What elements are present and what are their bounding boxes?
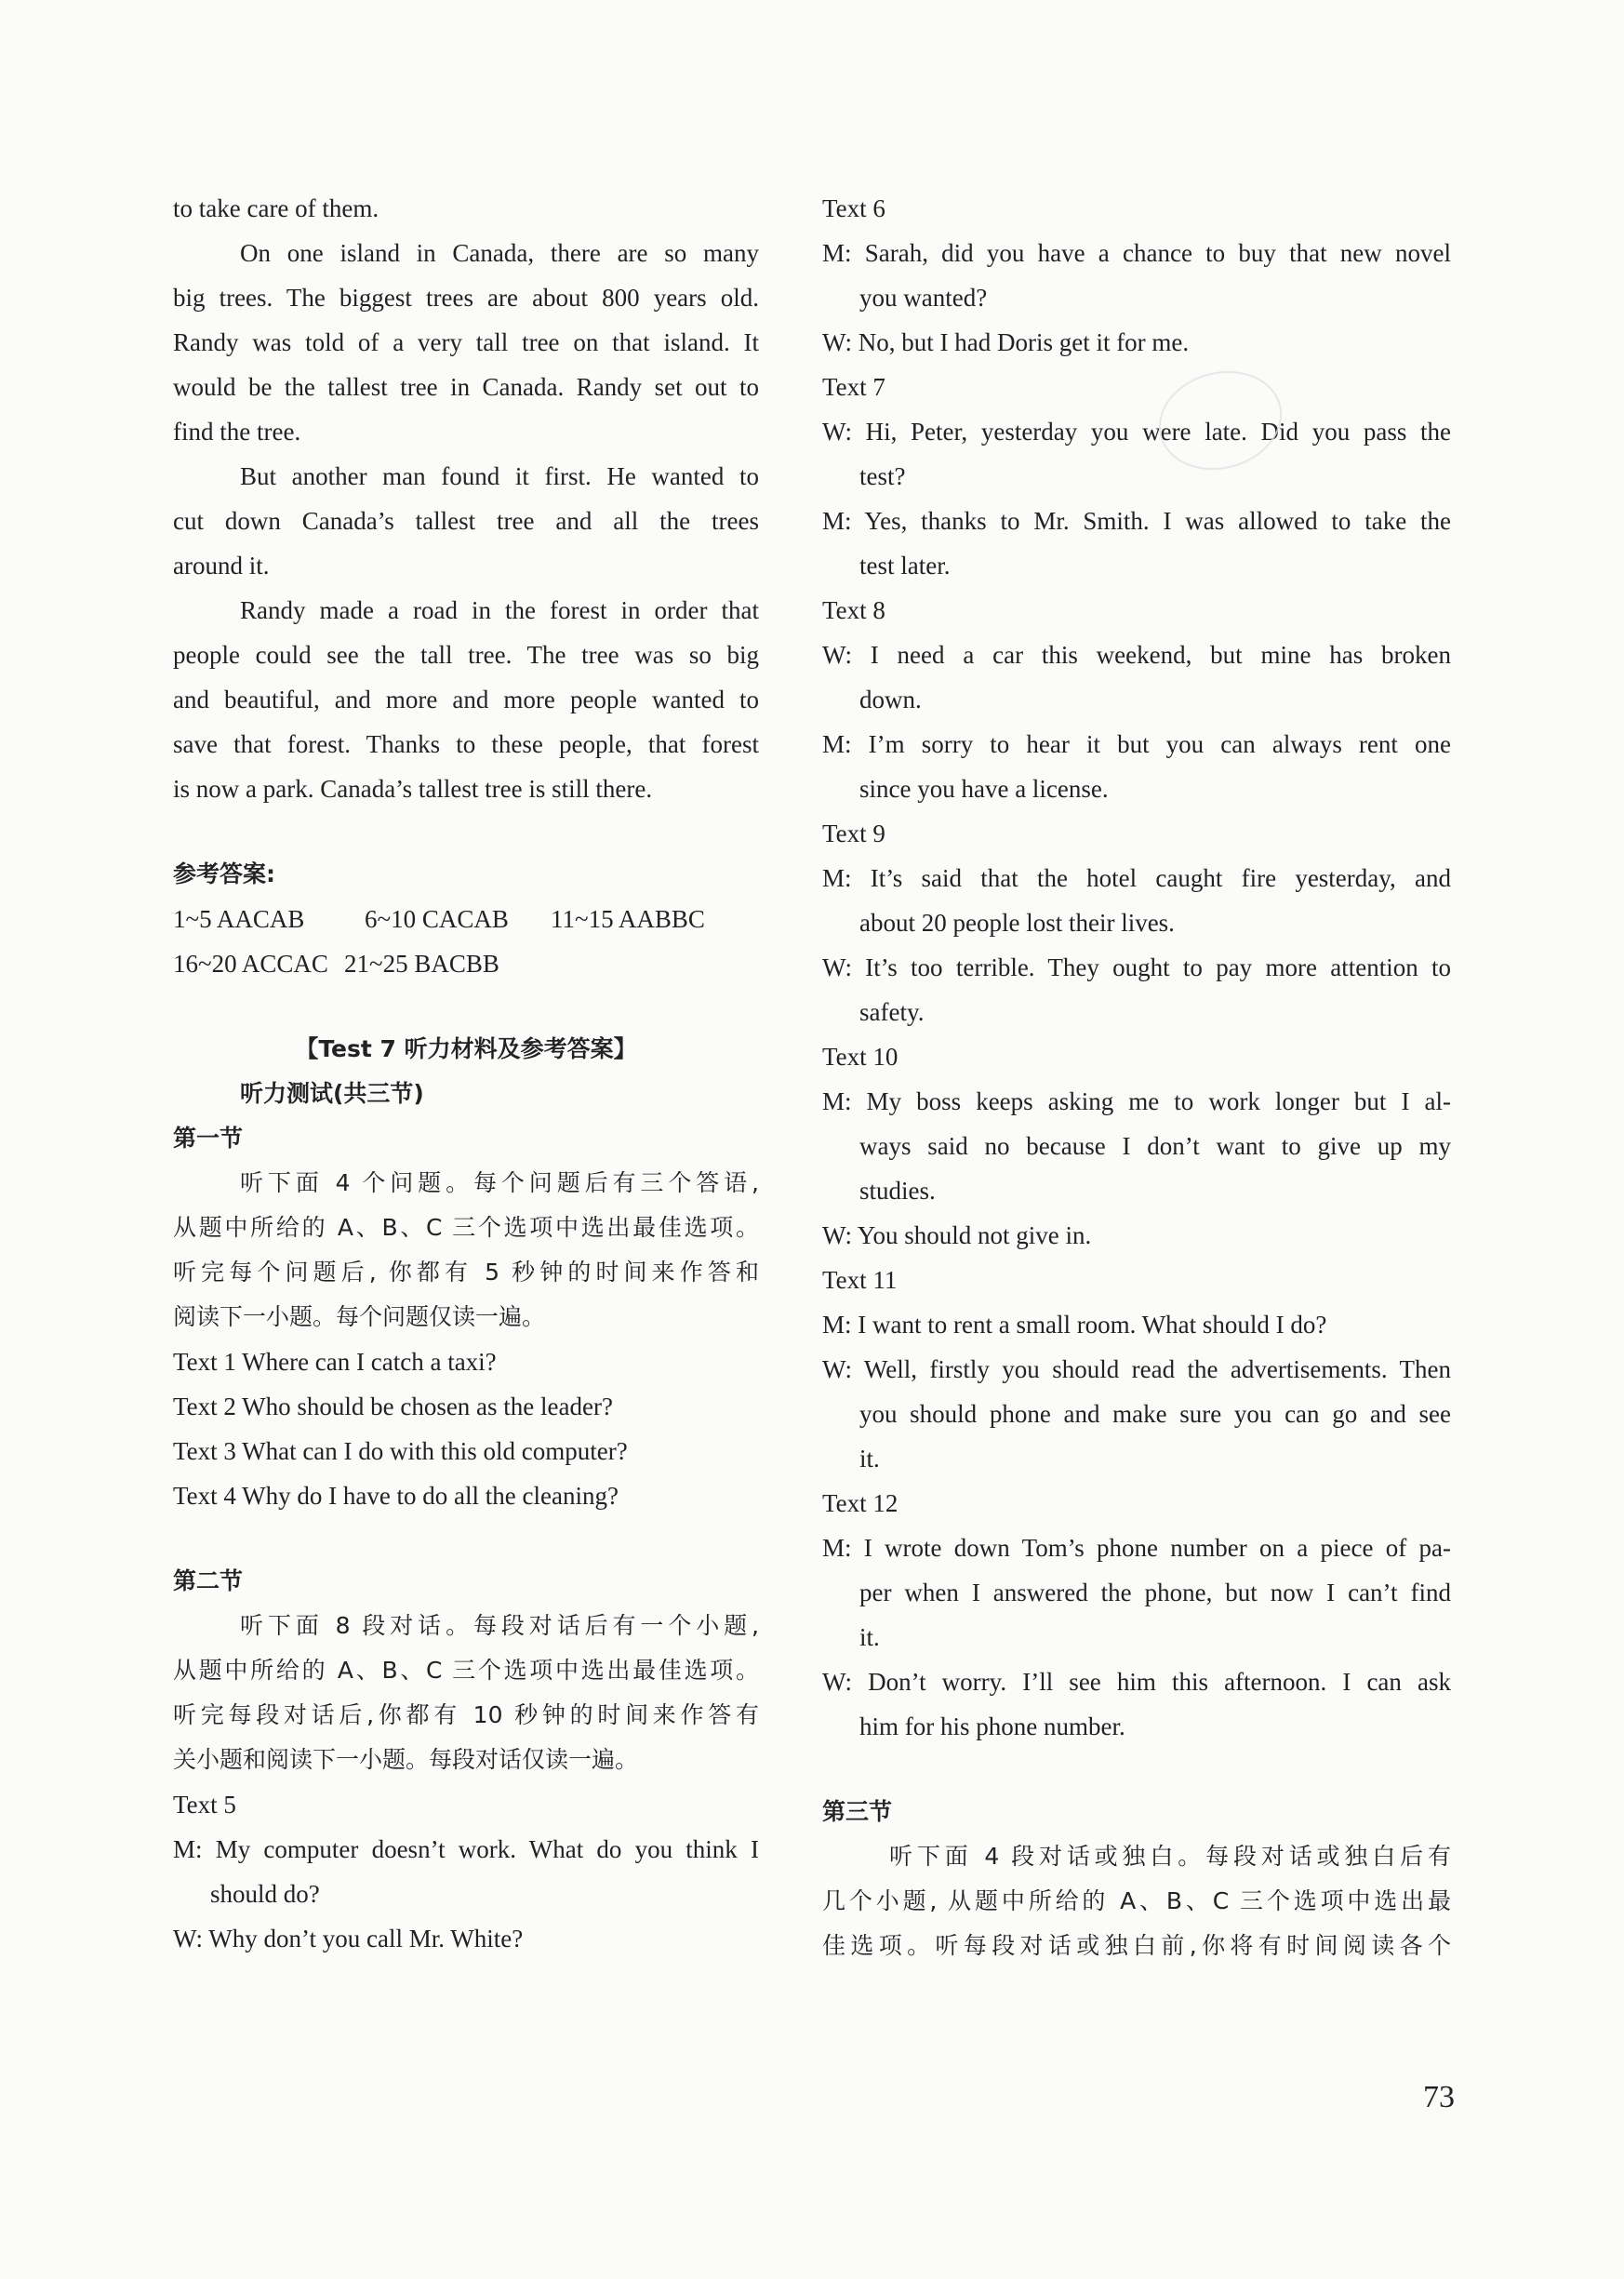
text-label: Text 12 (822, 1489, 899, 1517)
section2-intro-line: 从题中所给的 A、B、C 三个选项中选出最佳选项。 (173, 1657, 759, 1684)
passage-line: big trees. The biggest trees are about 800 years old. (173, 284, 759, 312)
passage-line: is now a park. Canada’s tallest tree is still there. (173, 775, 653, 803)
dialogue-line: M: Yes, thanks to Mr. Smith. I was allowed to take the (822, 507, 1451, 535)
answer-group: 16~20 ACCAC (173, 950, 328, 978)
dialogue-line: W: No, but I had Doris get it for me. (822, 328, 1190, 356)
section1-intro-line: 从题中所给的 A、B、C 三个选项中选出最佳选项。 (173, 1214, 759, 1241)
passage-line: people could see the tall tree. The tree was so big (173, 641, 759, 669)
dialogue-line: M: My computer doesn’t work. What do you think I (173, 1835, 759, 1863)
question-line: Text 4 Why do I have to do all the cleaning? (173, 1482, 619, 1510)
passage-line: and beautiful, and more and more people wanted to (173, 686, 759, 713)
dialogue-line: W: Well, firstly you should read the advertisements. Then (822, 1355, 1451, 1383)
passage-line: cut down Canada’s tallest tree and all the trees (173, 507, 759, 535)
dialogue-line: M: It’s said that the hotel caught fire yesterday, and (822, 864, 1451, 892)
section2-intro-line: 听完每段对话后,你都有 10 秒钟的时间来作答有 (173, 1701, 759, 1728)
passage-line: save that forest. Thanks to these people, that forest (173, 730, 759, 758)
dialogue-line: you wanted? (859, 284, 988, 312)
text-label: Text 5 (173, 1791, 236, 1819)
section1-heading: 第一节 (173, 1125, 244, 1152)
text-label: Text 10 (822, 1043, 899, 1071)
right-column (822, 186, 1451, 1968)
dialogue-line: test later. (859, 552, 951, 580)
passage-line: to take care of them. (173, 194, 379, 222)
dialogue-line: safety. (859, 998, 925, 1026)
passage-line: Randy made a road in the forest in order that (240, 596, 759, 624)
dialogue-line: him for his phone number. (859, 1713, 1125, 1740)
dialogue-line: down. (859, 686, 922, 713)
test-title: 【Test 7 听力材料及参考答案】 (295, 1035, 637, 1062)
text-label: Text 8 (822, 596, 885, 624)
passage-line: would be the tallest tree in Canada. Randy set out to (173, 373, 759, 401)
dialogue-line: you should phone and make sure you can go and see (859, 1400, 1451, 1428)
dialogue-line: M: I want to rent a small room. What should I do? (822, 1311, 1327, 1339)
section3-heading: 第三节 (822, 1798, 893, 1825)
section3-intro-line: 佳选项。听每段对话或独白前,你将有时间阅读各个 (822, 1932, 1451, 1959)
passage-line: around it. (173, 552, 270, 580)
dialogue-line: about 20 people lost their lives. (859, 909, 1175, 937)
text-label: Text 6 (822, 194, 885, 222)
dialogue-line: studies. (859, 1177, 936, 1205)
dialogue-line: M: I wrote down Tom’s phone number on a piece of pa- (822, 1534, 1451, 1562)
question-line: Text 3 What can I do with this old computer? (173, 1437, 628, 1465)
dialogue-line: test? (859, 462, 906, 490)
dialogue-line: M: Sarah, did you have a chance to buy that new novel (822, 239, 1451, 267)
text-label: Text 9 (822, 820, 885, 847)
passage-line: But another man found it first. He wanted to (240, 462, 759, 490)
answers-row (173, 941, 759, 986)
answers-row (173, 897, 759, 941)
text-label: Text 11 (822, 1266, 898, 1294)
section1-intro-line: 听下面 4 个问题。每个问题后有三个答语, (240, 1169, 759, 1196)
section2-intro-line: 关小题和阅读下一小题。每段对话仅读一遍。 (173, 1746, 639, 1773)
section1-intro-line: 阅读下一小题。每个问题仅读一遍。 (173, 1303, 546, 1330)
passage-line: Randy was told of a very tall tree on that island. It (173, 328, 759, 356)
text-label: Text 7 (822, 373, 885, 401)
section2-intro-line: 听下面 8 段对话。每段对话后有一个小题, (240, 1612, 759, 1639)
dialogue-line: M: My boss keeps asking me to work longer but I al- (822, 1087, 1451, 1115)
answer-group: 1~5 AACAB (173, 905, 305, 933)
answer-group: 21~25 BACBB (344, 950, 499, 978)
dialogue-line: M: I’m sorry to hear it but you can always rent one (822, 730, 1451, 758)
dialogue-line: ways said no because I don’t want to give up my (859, 1132, 1451, 1160)
dialogue-line: per when I answered the phone, but now I can’t find (859, 1579, 1451, 1606)
page-number: 73 (1423, 2080, 1455, 2114)
section3-intro-line: 听下面 4 段对话或独白。每段对话或独白后有 (889, 1843, 1451, 1870)
section3-intro-line: 几个小题, 从题中所给的 A、B、C 三个选项中选出最 (822, 1887, 1451, 1914)
answers-heading: 参考答案: (173, 860, 275, 887)
answer-group: 6~10 CACAB (365, 905, 509, 933)
question-line: Text 1 Where can I catch a taxi? (173, 1348, 497, 1376)
dialogue-line: W: Don’t worry. I’ll see him this afternoon. I can ask (822, 1668, 1451, 1696)
left-column (173, 186, 759, 1961)
dialogue-line: should do? (210, 1880, 320, 1908)
dialogue-line: W: It’s too terrible. They ought to pay more attention to (822, 953, 1451, 981)
section1-intro-line: 听完每个问题后, 你都有 5 秒钟的时间来作答和 (173, 1259, 759, 1286)
dialogue-line: W: You should not give in. (822, 1221, 1092, 1249)
question-line: Text 2 Who should be chosen as the leader? (173, 1393, 613, 1420)
dialogue-line: since you have a license. (859, 775, 1109, 803)
test-subtitle: 听力测试(共三节) (240, 1080, 424, 1107)
passage-line: On one island in Canada, there are so many (240, 239, 759, 267)
dialogue-line: W: I need a car this weekend, but mine has broken (822, 641, 1451, 669)
dialogue-line: W: Hi, Peter, yesterday you were late. Did you pass the (822, 418, 1451, 446)
section2-heading: 第二节 (173, 1567, 244, 1594)
passage-line: find the tree. (173, 418, 301, 446)
dialogue-line: W: Why don’t you call Mr. White? (173, 1925, 524, 1952)
dialogue-line: it. (859, 1445, 880, 1473)
dialogue-line: it. (859, 1623, 880, 1651)
answer-group: 11~15 AABBC (551, 905, 705, 933)
